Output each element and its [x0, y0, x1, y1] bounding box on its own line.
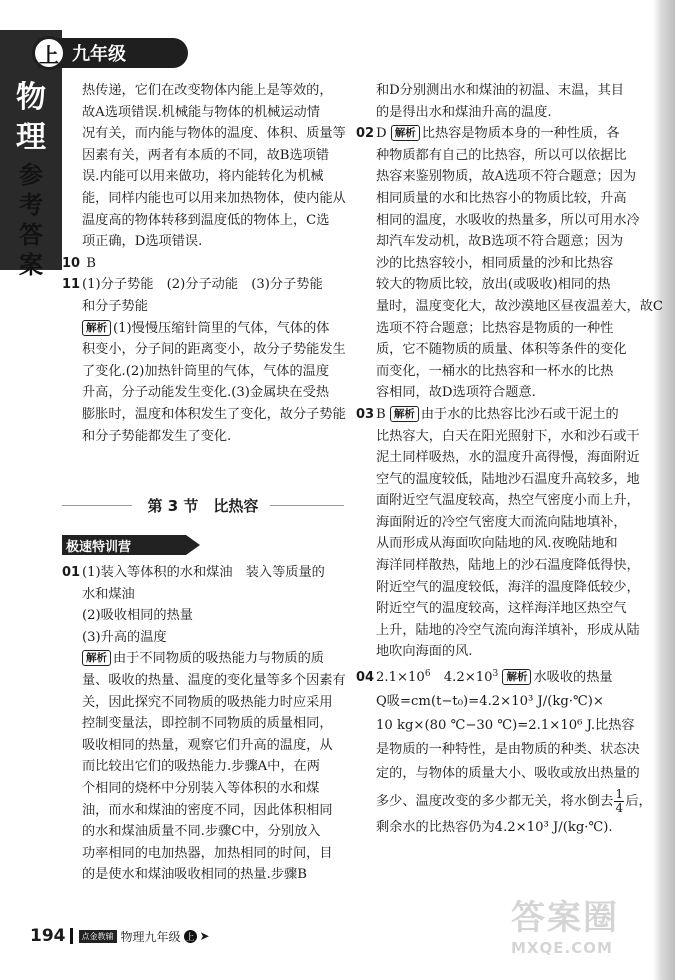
analysis-tag: 解析: [82, 650, 111, 666]
answer-10: B: [86, 255, 96, 271]
site-watermark: 答案圈 MXQE.COM: [511, 898, 619, 957]
question-04: 04 $2.1\times 10^6$ $4.2\times 10^3$ 解析 水吸收的热量 Q吸=cm(t−t₀)=4.2×10³ J/(kg·℃)× 10 kg×(80 ℃−30 ℃)=2.1×10⁶ J.比热容 是物质的一种特性，是由物质的种类、状态决 定的，与物体的质量大小、吸收或放出热量的 多少、温度改变的多少都无关，将水倒去 $\frac{1}{4}$ 后， 剩余水的比热容仍为4.2×10³ J/(kg·℃).: [356, 669, 652, 836]
answer-03: B: [376, 406, 386, 422]
question-10: 10 B: [62, 255, 96, 271]
page-footer: [30, 926, 210, 946]
page-edge-shadow: [653, 0, 675, 980]
analysis-tag: 解析: [82, 320, 111, 336]
training-banner: 极速特训营: [62, 535, 186, 555]
question-01: 01 (1)装入等体积的水和煤油 装入等质量的 水和煤油 (2)吸收相同的热量 (3)升高的温度 解析 由于不同物质的吸热能力与物质的质 量、吸收的热量、温度的变化量等多个因素有 关，因此探究不同物质的吸热能力时应采用 控制变量法，即控制不同物质的质量相同， 吸收相同的热量，观察它们升高的温度，从 而比较出它们的吸热能力.步骤A中，在两 个相同的烧杯中分别装入等体积的水和煤 油，而水和煤油的密度不同，因此体积相同 的水和煤油质量不同.步骤C中，分别放入 功率相同的电加热器，加热相同的时间，目 的是使水和煤油吸收相同的热量.步骤B: [62, 565, 346, 883]
grade-badge: [38, 38, 188, 68]
analysis-tag: 解析: [390, 406, 419, 422]
page-number: 194: [30, 926, 66, 946]
footer-divider: [70, 928, 73, 944]
left-column: [62, 80, 344, 447]
analysis-tag: 解析: [391, 125, 420, 141]
question-03: 03 B 解析 由于水的比热容比沙石或干泥土的 比热容大，白天在阳光照射下，水和沙石或干 泥土同样吸热，水的温度升高得慢，海面附近 空气的温度较低，陆地沙石温度升高较多，地 面附近空气温度较高，热空气密度小而上升， 海面附近的冷空气密度大而流向陆地填补， 从而形成从海面吹向陆地的风.夜晚陆地和 海洋同样散热，陆地上的沙石温度降低得快， 附近空气的温度较低，海洋的温度降低较少， 附近空气的温度较高，这样海洋地区热空气 上升，陆地的冷空气流向海洋填补，形成从陆 地吹向海面的风.: [356, 406, 640, 660]
left-continuation: 热传递，它们在改变物体内能上是等效的， 故A选项错误.机械能与物体的机械运动情 况有关，而内能与物体的温度、体积、质量等 因素有关，两者有本质的不同，故B选项错 误.内能可以用来做功，将内能转化为机械 能，同样内能也可以用来加热物体，使内能从 温度高的物体转移到温度低的物体上，C选 项正确，D选项错误.: [82, 83, 346, 250]
arrow-icon: ➤: [199, 929, 210, 943]
subject-label: 物 理: [16, 80, 46, 155]
volume-badge: 上: [184, 930, 197, 943]
volume-circle: 上: [32, 36, 66, 70]
answer-02: D: [376, 126, 387, 142]
book-title: 物理九年级: [120, 929, 181, 944]
question-02: 02 D 解析 比热容是物质本身的一种性质，各 种物质都有自己的比热容，所以可以依据比 热容来鉴别物质，故A选项不符合题意；因为 相同质量的水和比热容小的物质比较，升高 相同的温度，水吸收的热量多，所以可用水冷 却汽车发动机，故B选项不符合题意；因为 沙的比热容较小，相同质量的沙和比热容 较大的物质比较，放出(或吸收)相同的热 量时，温度变化大，故沙漠地区昼夜温差大，故C 选项不符合题意；比热容是物质的一种性 质，它不随物质的质量、体积等条件的变化 而变化，一桶水的比热容和一杯水的比热 容相同，故D选项符合题意.: [356, 126, 664, 401]
grade-label: 九年级: [72, 44, 126, 65]
section-title: 第 3 节 比热容: [147, 497, 259, 515]
fraction-one-quarter: $\frac{1}{4}$: [615, 787, 624, 816]
answers-label: 参 考 答 案: [19, 161, 43, 279]
right-column: 和D分别测出水和煤油的初温、末温，其目 的是得出水和煤油升高的温度. 02 D 解析 比热容是物质本身的一种性质，各 种物质都有自己的比热容，所以可以依据比 热容来鉴别物质，故A选项不符合题意；因为 相同质量的水和比热容小的物质比较，升高 相同的温度，水吸收的热量多，所以可用水冷 却汽车发动机，故B选项不符合题意；因为 沙的比热容较小，相同质量的沙和比热容 较大的物质比较，放出(或吸收)相同的热 量时，温度变化大，故沙漠地区昼夜温差大，故C 选项不符合题意；比热容是物质的一种性 质，它不随物质的质量、体积等条件的变化 而变化，一桶水的比热容和一杯水的比热 容相同，故D选项符合题意. 03 B 解析 由于水的比热容比沙石或干泥土的 比热容大，白天在阳光照射下，水和沙石或干 泥土同样吸热，水的温度升高得慢，海面附近 空气的温度较低，陆地沙石温度升高较多，地 面附近空气温度较高，热空气密度小而上升， 海面附近的冷空气密度大而流向陆地填补， 从而形成从海面吹向陆地的风.夜晚陆地和 海洋同样散热，陆地上的沙石温度降低得快， 附近空气的温度较低，海洋的温度降低较少， 附近空气的温度较高，这样海洋地区热空气 上升，陆地的冷空气流向海洋填补，形成从陆 地吹向海面的风. 04 $2.1\times 10^6$ $4.2\times 10^3$ 解析 水吸收的热量 Q吸=cm(t−t₀)=4.2×10³ J/(kg·℃)× 10 kg×(80 ℃−30 ℃)=2.1×10⁶ J.比热容 是物质的一种特性，是由物质的种类、状态决 定的，与物体的质量大小、吸收或放出热量的 多少、温度改变的多少都无关，将水倒去 $\frac{1}{4}$ 后， 剩余水的比热容仍为4.2×10³ J/(kg·℃).: [356, 80, 642, 841]
question-11: 11 (1)分子势能 (2)分子动能 (3)分子势能 和分子势能 解析 (1)慢慢压缩针筒里的气体，气体的体 积变小，分子间的距离变小，故分子势能发生 了变化.(2)加热针筒里的气体，气体的温度 升高，分子动能发生变化.(3)金属块在受热 膨胀时，温度和体积发生了变化，故分子势能 和分子势能都发生了变化.: [62, 277, 346, 444]
publisher-logo: 点金教辅: [79, 930, 117, 943]
analysis-tag: 解析: [502, 669, 531, 685]
